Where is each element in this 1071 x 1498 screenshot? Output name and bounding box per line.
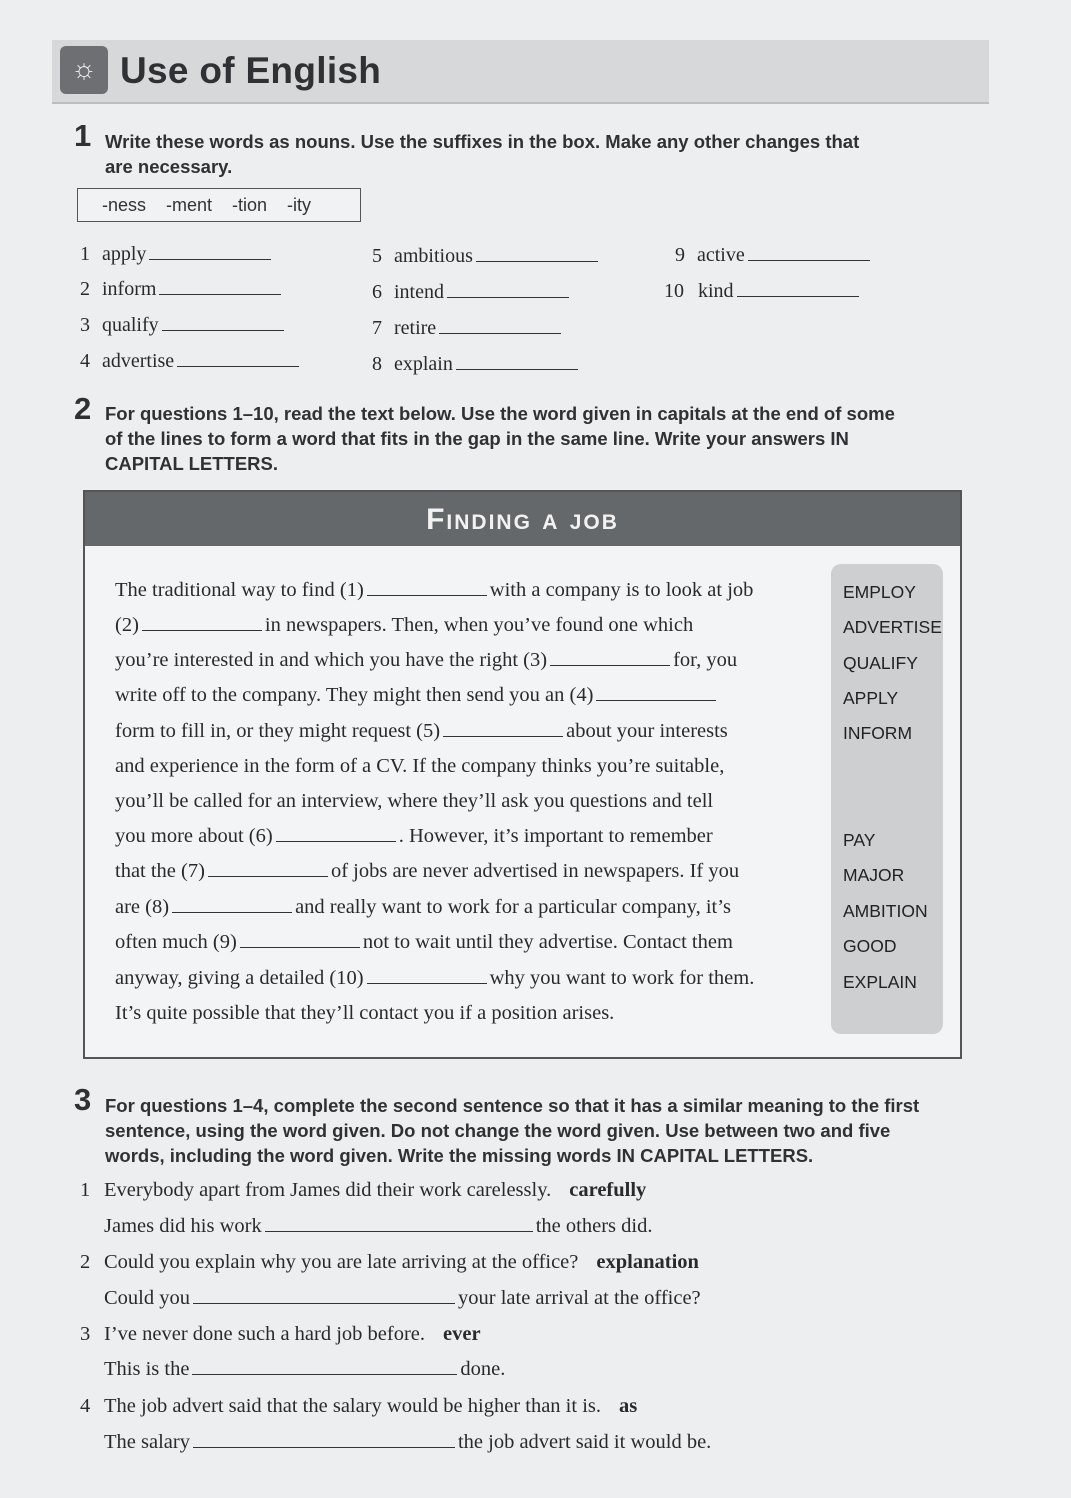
- gap-2[interactable]: [142, 629, 262, 631]
- keyword-qualify: QUALIFY: [843, 653, 918, 673]
- ex3-item-2-sentence: 2 Could you explain why you are late arriving at the office? explanation: [80, 1251, 699, 1273]
- exercise-2-number: 2: [74, 391, 92, 426]
- text-title: Finding a job: [85, 492, 960, 546]
- keyword-ambition: AMBITION: [843, 901, 928, 921]
- keyword-inform: INFORM: [843, 723, 913, 743]
- ex3-item-1-answer: James did his work the others did.: [104, 1215, 653, 1237]
- text-line-10: are (8) and really want to work for a particular company, it’s: [115, 896, 731, 918]
- exercise-3-number: 3: [74, 1082, 92, 1117]
- text-line-2: (2) in newspapers. Then, when you’ve found one which: [115, 614, 694, 636]
- keyword-pay: PAY: [843, 830, 876, 850]
- ex3-item-3-sentence: 3 I’ve never done such a hard job before. ever: [80, 1323, 481, 1345]
- gap-7[interactable]: [208, 875, 328, 877]
- gap-8[interactable]: [172, 911, 292, 913]
- text-line-7: you’ll be called for an interview, where they’ll ask you questions and tell: [115, 790, 714, 812]
- answer-blank[interactable]: [159, 293, 281, 295]
- gap-6[interactable]: [276, 840, 396, 842]
- ex1-item-9: 9 active: [675, 244, 873, 267]
- ex1-item-2: 2 inform: [80, 278, 284, 301]
- section-header: [52, 40, 989, 104]
- answer-blank[interactable]: [456, 368, 578, 370]
- exercise-1-number: 1: [74, 118, 92, 153]
- ex3-item-1-sentence: 1 Everybody apart from James did their work carelessly. carefully: [80, 1179, 647, 1201]
- ex3-item-3-answer: This is the done.: [104, 1358, 506, 1380]
- answer-blank[interactable]: [192, 1373, 457, 1375]
- keyword-good: GOOD: [843, 936, 897, 956]
- keyword-major: MAJOR: [843, 865, 905, 885]
- gap-5[interactable]: [443, 735, 563, 737]
- answer-blank[interactable]: [447, 296, 569, 298]
- text-line-3: you’re interested in and which you have the right (3) for, you: [115, 649, 738, 671]
- text-line-9: that the (7) of jobs are never advertised in newspapers. If you: [115, 860, 740, 882]
- key-word: carefully: [569, 1179, 647, 1201]
- key-word: ever: [443, 1323, 481, 1345]
- ex3-item-4-sentence: 4 The job advert said that the salary would be higher than it is. as: [80, 1395, 638, 1417]
- ex1-item-6: 6 intend: [372, 281, 572, 304]
- text-line-8: you more about (6) . However, it’s important to remember: [115, 825, 713, 847]
- ex3-item-2-answer: Could you your late arrival at the office?: [104, 1287, 701, 1309]
- answer-blank[interactable]: [265, 1230, 533, 1232]
- gap-9[interactable]: [240, 946, 360, 948]
- answer-blank[interactable]: [177, 365, 299, 367]
- exercise-1-instruction: Write these words as nouns. Use the suffixes in the box. Make any other changes that are necessary.: [105, 131, 860, 177]
- text-line-1: The traditional way to find (1) with a company is to look at job: [115, 579, 754, 601]
- answer-blank[interactable]: [193, 1446, 455, 1448]
- ex1-item-8: 8 explain: [372, 353, 581, 376]
- ex1-item-4: 4 advertise: [80, 350, 302, 373]
- lightbulb-icon: ☼: [60, 46, 108, 94]
- exercise-3-instruction: For questions 1–4, complete the second sentence so that it has a similar meaning to the first sentence, using the word given. Do not change the word given. Use between two and five words, including the word given. Write the missing words IN CAPITAL LETTERS.: [105, 1095, 920, 1166]
- text-line-11: often much (9) not to wait until they advertise. Contact them: [115, 931, 733, 953]
- suffix-ness: -ness: [102, 194, 147, 215]
- keyword-apply: APPLY: [843, 688, 899, 708]
- keyword-employ: EMPLOY: [843, 582, 916, 602]
- text-line-5: form to fill in, or they might request (5) about your interests: [115, 720, 728, 742]
- text-line-13: It’s quite possible that they’ll contact you if a position arises.: [115, 1002, 615, 1024]
- section-title: Use of English: [120, 50, 382, 91]
- ex1-item-5: 5 ambitious: [372, 245, 601, 268]
- ex1-item-1: 1 apply: [80, 243, 274, 266]
- text-line-4: write off to the company. They might then send you an (4): [115, 684, 719, 707]
- suffix-box: [77, 188, 361, 222]
- keyword-advertise: ADVERTISE: [843, 617, 942, 637]
- answer-blank[interactable]: [748, 259, 870, 261]
- text-box: [83, 490, 962, 1059]
- exercise-2-instruction: For questions 1–10, read the text below. Use the word given in capitals at the end of some of the lines to form a word that fits in the gap in the same line. Write your answers IN CAPITAL LETTERS.: [105, 403, 895, 474]
- text-line-6: and experience in the form of a CV. If the company thinks you’re suitable,: [115, 755, 725, 777]
- ex1-item-10: 10 kind: [664, 280, 862, 303]
- ex3-item-4-answer: The salary the job advert said it would be.: [104, 1431, 712, 1453]
- answer-blank[interactable]: [162, 329, 284, 331]
- ex1-item-3: 3 qualify: [80, 314, 287, 337]
- gap-10[interactable]: [367, 982, 487, 984]
- answer-blank[interactable]: [149, 258, 271, 260]
- key-word: as: [619, 1395, 638, 1417]
- keyword-explain: EXPLAIN: [843, 972, 917, 992]
- answer-blank[interactable]: [737, 295, 859, 297]
- answer-blank[interactable]: [193, 1302, 455, 1304]
- suffix-ity: -ity: [287, 194, 312, 215]
- text-line-12: anyway, giving a detailed (10) why you want to work for them.: [115, 967, 755, 989]
- suffix-tion: -tion: [232, 194, 268, 215]
- gap-3[interactable]: [550, 664, 670, 666]
- gap-1[interactable]: [367, 594, 487, 596]
- key-word: explanation: [596, 1251, 699, 1273]
- answer-blank[interactable]: [439, 332, 561, 334]
- gap-4[interactable]: [596, 699, 716, 701]
- ex1-item-7: 7 retire: [372, 317, 564, 340]
- answer-blank[interactable]: [476, 260, 598, 262]
- suffix-ment: -ment: [166, 194, 213, 215]
